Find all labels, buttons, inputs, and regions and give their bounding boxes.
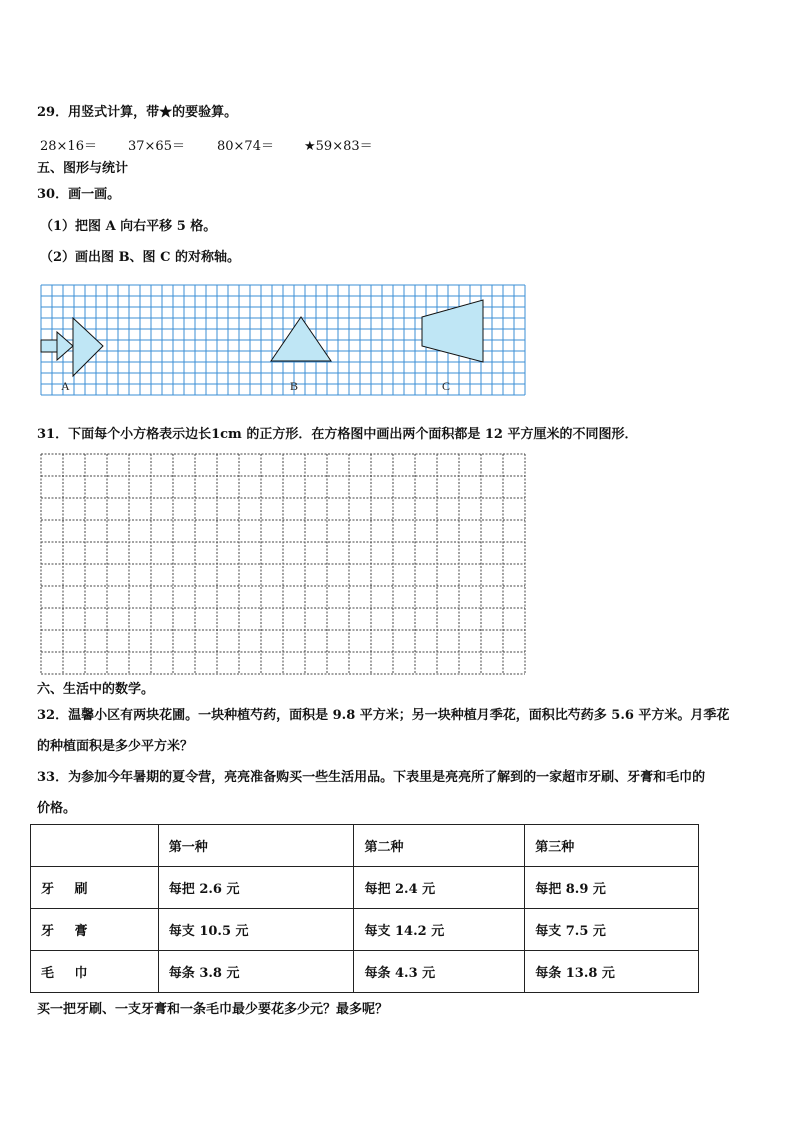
table-cell: 每把 2.4 元 — [354, 867, 525, 909]
q33-question: 买一把牙刷、一支牙膏和一条毛巾最少要花多少元？最多呢？ — [37, 1002, 389, 1017]
table-row-header: 牙 膏 — [31, 909, 159, 951]
section-title: 五、图形与统计 — [37, 161, 129, 176]
table-row-header: 牙 刷 — [31, 867, 159, 909]
q30-title: 30．画一画。 — [37, 187, 121, 202]
figure-a-label: A — [61, 379, 70, 393]
q30-part1: （1）把图 A 向右平移 5 格。 — [40, 219, 217, 234]
table-cell: 每支 10.5 元 — [158, 909, 354, 951]
calc-expression: 37×65＝ — [128, 139, 185, 154]
table-row-header: 毛 巾 — [31, 951, 159, 993]
q30-part2: （2）画出图 B、图 C 的对称轴。 — [40, 250, 240, 265]
table-row — [31, 951, 699, 993]
calc-expression-verify: ★59×83＝ — [304, 139, 373, 154]
section-title: 六、生活中的数学。 — [37, 682, 155, 697]
table-row — [31, 909, 699, 951]
table-header-cell: 第二种 — [354, 825, 525, 867]
table-cell: 每条 3.8 元 — [158, 951, 354, 993]
table-header-cell: 第一种 — [158, 825, 354, 867]
table-cell: 每支 14.2 元 — [354, 909, 525, 951]
table-header-cell — [31, 825, 159, 867]
table-header-cell: 第三种 — [525, 825, 699, 867]
q31-title: 31．下面每个小方格表示边长1cm 的正方形．在方格图中画出两个面积都是 12 平方厘米的不同图形． — [37, 427, 638, 442]
q33-text-line1: 33．为参加今年暑期的夏令营，亮亮准备购买一些生活用品。下表里是亮亮所了解到的一家超市牙刷、牙膏和毛巾的 — [37, 770, 706, 785]
q32-text-line1: 32．温馨小区有两块花圃。一块种植芍药，面积是 9.8 平方米；另一块种植月季花，面积比芍药多 5.6 平方米。月季花 — [37, 708, 730, 723]
figure-a-triangle — [57, 332, 73, 360]
figure-b-label: B — [290, 379, 299, 393]
q33-text-line2: 价格。 — [37, 801, 77, 816]
table-header-row — [31, 825, 699, 867]
table-row — [31, 867, 699, 909]
table-cell: 每条 13.8 元 — [525, 951, 699, 993]
figure-c-trapezoid — [422, 300, 483, 362]
table-cell: 每条 4.3 元 — [354, 951, 525, 993]
table-cell: 每把 8.9 元 — [525, 867, 699, 909]
price-table — [30, 824, 699, 993]
q32-text-line2: 的种植面积是多少平方米？ — [37, 739, 194, 754]
figure-a-rect — [41, 340, 57, 352]
figure-a-arrow — [73, 318, 103, 376]
calc-expression: 80×74＝ — [217, 139, 274, 154]
square-grid[interactable] — [40, 453, 530, 677]
calc-expression: 28×16＝ — [40, 139, 97, 154]
figure-b-triangle — [271, 317, 331, 361]
table-cell: 每支 7.5 元 — [525, 909, 699, 951]
q29-title: 29．用竖式计算，带★的要验算。 — [37, 105, 238, 120]
figure-c-label: C — [442, 379, 451, 393]
table-cell: 每把 2.6 元 — [158, 867, 354, 909]
shape-grid[interactable] — [40, 284, 530, 396]
